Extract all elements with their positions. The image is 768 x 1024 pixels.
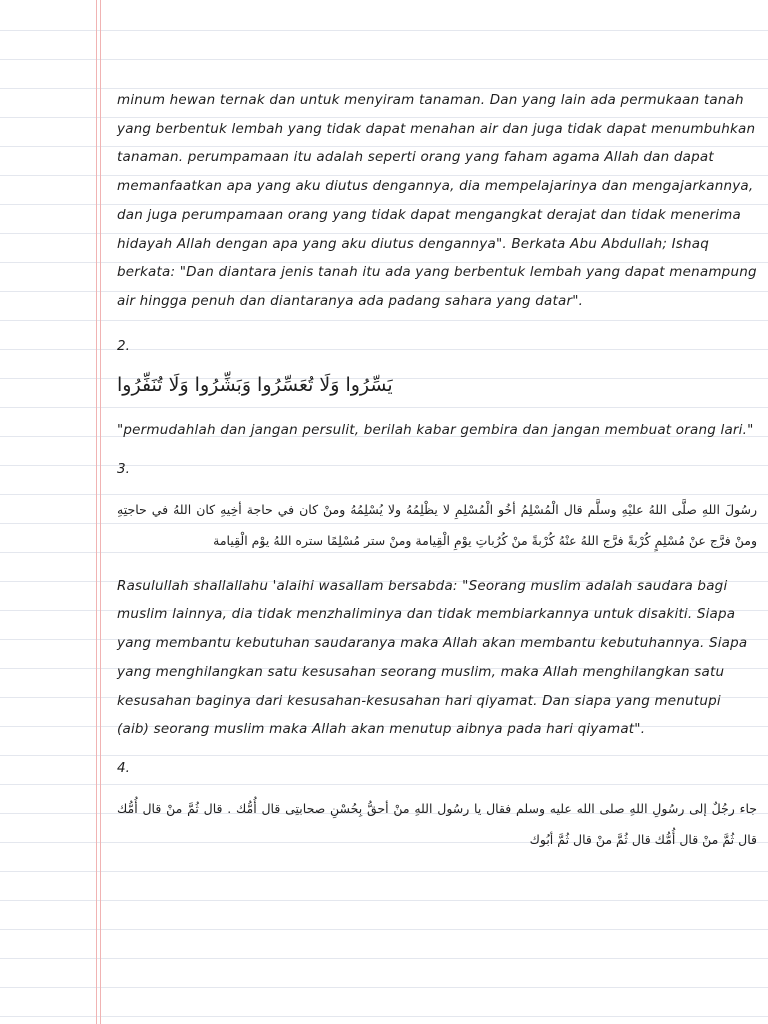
margin-line-left [96,0,97,1024]
arabic-text-hadith-2: يَسِّرُوا وَلَا تُعَسِّرُوا وَبَشِّرُوا وَلَا تُنَفِّرُوا [117,374,393,397]
paragraph-hadith-2-translation: "permudahlah dan jangan persulit, berilah kabar gembira dan jangan membuat orang lari." [117,422,754,439]
item-number-2: 2. [117,337,130,354]
notebook-page [117,86,757,855]
margin-line-right [100,0,101,1024]
paragraph-hadith-3-translation: Rasulullah shallallahu 'alaihi wasallam bersabda: "Seorang muslim adalah saudara bagi muslim lainnya, dia tidak menzhaliminya dan tidak membiarkannya untuk disakiti. Siapa yang membantu kebutuhan saudaranya maka Allah akan membantu kebutuhannya. Siapa yang menghilangkan satu kesusahan seorang muslim, maka Allah menghilangkan satu kesusahan baginya dari kesusahan-kesusahan hari qiyamat. Dan siapa yang menutupi (aib) seorang muslim maka Allah akan menutup aibnya pada hari qiyamat". [117,577,748,738]
arabic-text-hadith-3: رسُولَ اللهِ صلَّى اللهُ عليْهِ وسلَّم قال الْمُسْلِمُ أخُو الْمُسْلِمِ لا يظْلِمُهُ ولا يُسْلِمُهُ ومنْ كان في حاجة أخِيهِ كان اللهُ في حاجتِهِ ومنْ فرَّج عنْ مُسْلِمٍ كُرْبةً فرَّج اللهُ عنْهُ كُرْبةً منْ كُرُباتِ يوْمِ الْقِيامة ومنْ ستر مُسْلِمًا ستره اللهُ يوْم الْقِيامة [117,501,757,548]
item-number-3: 3. [117,461,130,478]
arabic-text-hadith-4: جاء رجُلٌ إلى رسُولِ اللهِ صلى الله عليه وسلم فقال يا رسُول اللهِ منْ أحقُّ بِحُسْنِ صحابتِى قال أُمُّك . قال ثُمَّ منْ قال أُمُّك قال ثُمَّ منْ قال أُمُّك قال ثُمَّ منْ قال ثُمَّ أبُوك [117,800,757,847]
item-number-4: 4. [117,759,130,776]
paragraph-hadith-1-translation: minum hewan ternak dan untuk menyiram tanaman. Dan yang lain ada permukaan tanah yang berbentuk lembah yang tidak dapat menahan air dan juga tidak dapat menumbuhkan tanaman. perumpamaan itu adalah seperti orang yang faham agama Allah dan dapat memanfaatkan apa yang aku diutus dengannya, dia mempelajarinya dan mengajarkannya, dan juga perumpamaan orang yang tidak dapat mengangkat derajat dan tidak menerima hidayah Allah dengan apa yang aku diutus dengannya". Berkata Abu Abdullah; Ishaq berkata: "Dan diantara jenis tanah itu ada yang berbentuk lembah yang dapat menampung air hingga penuh dan diantaranya ada padang sahara yang datar". [117,92,757,309]
